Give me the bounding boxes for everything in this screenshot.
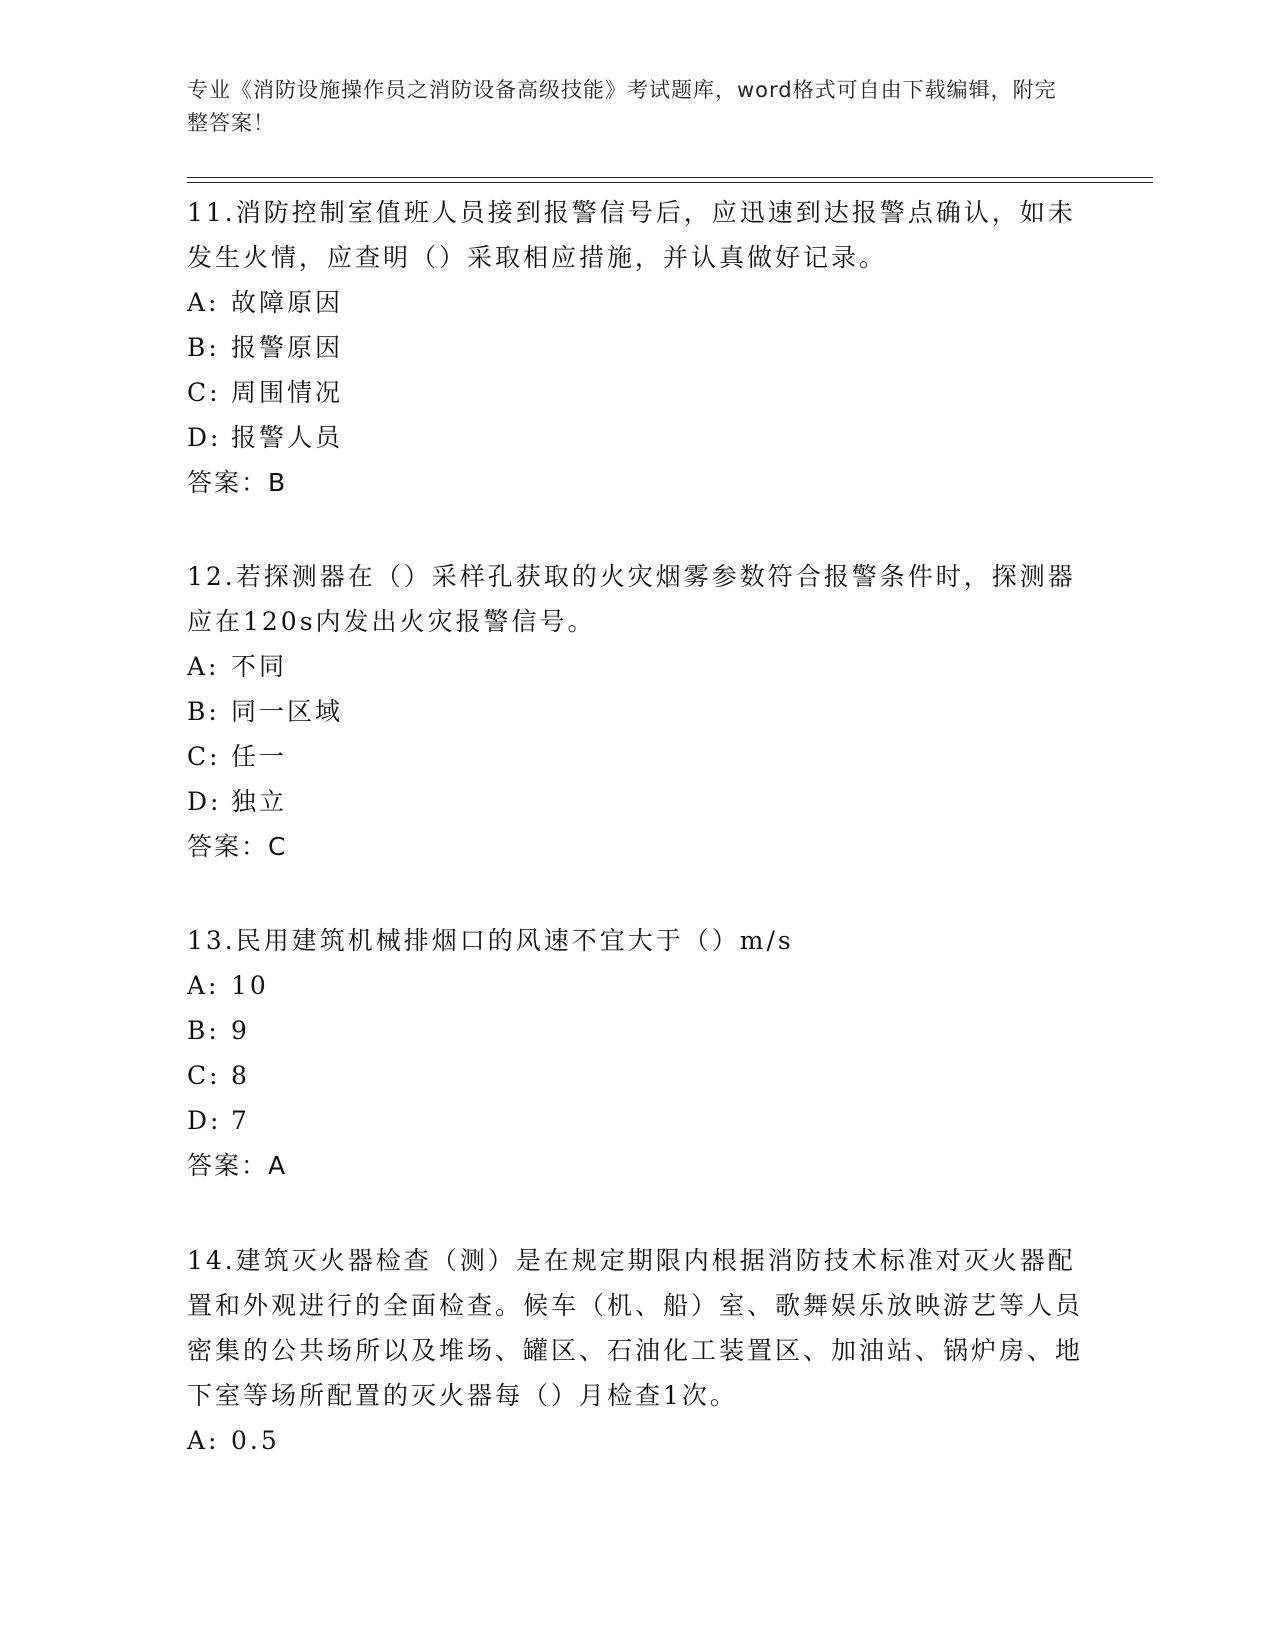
option-text: 任一 [231,742,288,771]
option-a [187,644,1087,689]
option-letter: B: [187,333,220,362]
option-text: 不同 [231,652,288,681]
option-a [187,963,1087,1008]
question-14 [187,1238,1087,1463]
option-d [187,779,1087,824]
question-stem: 12.若探测器在（）采样孔获取的火灾烟雾参数符合报警条件时，探测器应在120s内发出火灾报警信号。 [187,562,1076,636]
option-c [187,1053,1087,1098]
option-text: 独立 [231,787,288,816]
option-letter: A: [187,971,220,1000]
answer-line: 答案：A [187,1151,288,1180]
option-letter: C: [187,378,221,407]
option-text: 9 [231,1016,250,1045]
option-c [187,370,1087,415]
option-letter: D: [187,787,222,816]
option-text: 同一区域 [231,697,344,726]
option-b [187,325,1087,370]
header-rule-top [187,177,1153,178]
option-a [187,280,1087,325]
option-text: 10 [231,971,269,1000]
option-letter: A: [187,288,220,317]
question-11 [187,190,1087,506]
option-b [187,1008,1087,1053]
option-letter: B: [187,1016,220,1045]
answer-line: 答案：B [187,468,288,497]
question-stem: 13.民用建筑机械排烟口的风速不宜大于（）m/s [187,926,794,955]
option-text: 报警原因 [231,333,344,362]
option-text: 7 [231,1106,250,1135]
option-text: 0.5 [231,1426,280,1455]
option-c [187,734,1087,779]
option-text: 周围情况 [231,378,344,407]
option-text: 报警人员 [231,423,344,452]
option-b [187,689,1087,734]
answer-line: 答案：C [187,832,288,861]
option-letter: C: [187,742,221,771]
option-letter: D: [187,423,222,452]
option-letter: A: [187,652,220,681]
option-letter: A: [187,1426,220,1455]
option-d [187,1098,1087,1143]
option-text: 8 [231,1061,250,1090]
document-header: 专业《消防设施操作员之消防设备高级技能》考试题库，word格式可自由下载编辑，附完整答案！ [187,78,1057,135]
option-text: 故障原因 [231,288,344,317]
question-stem: 14.建筑灭火器检查（测）是在规定期限内根据消防技术标准对灭火器配置和外观进行的全面检查。候车（机、船）室、歌舞娱乐放映游艺等人员密集的公共场所以及堆场、罐区、石油化工装置区、加油站、锅炉房、地下室等场所配置的灭火器每（）月检查1次。 [187,1246,1084,1410]
option-letter: B: [187,697,220,726]
question-12 [187,554,1087,870]
option-d [187,415,1087,460]
option-a [187,1418,1087,1463]
header-rule-bottom [187,182,1153,183]
question-13 [187,918,1087,1189]
option-letter: D: [187,1106,222,1135]
question-stem: 11.消防控制室值班人员接到报警信号后，应迅速到达报警点确认，如未发生火情，应查明（）采取相应措施，并认真做好记录。 [187,198,1076,272]
option-letter: C: [187,1061,221,1090]
